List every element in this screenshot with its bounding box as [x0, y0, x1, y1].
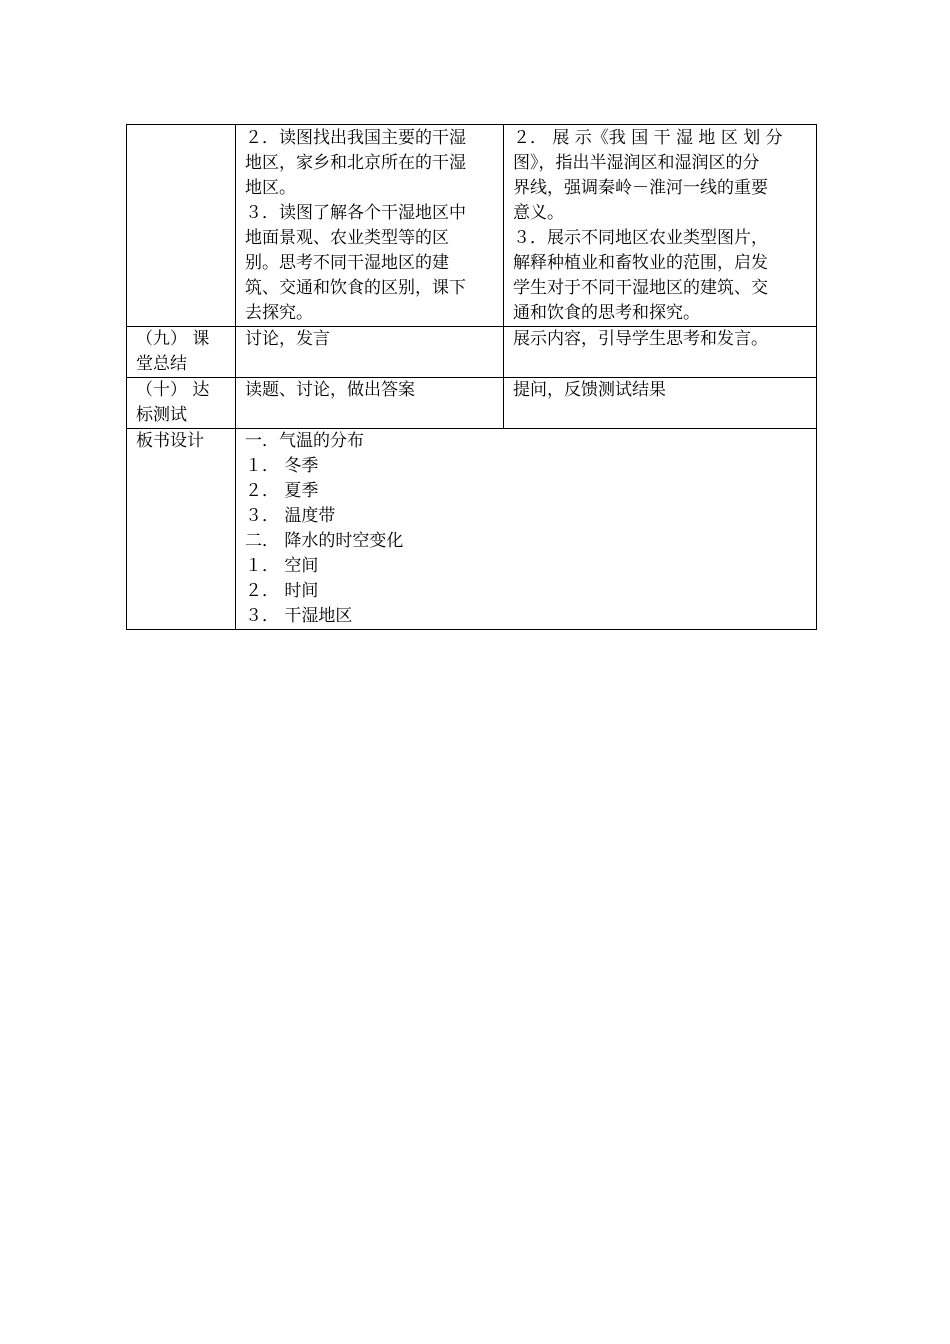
teacher-activity-line: 通和饮食的思考和探究。 [513, 303, 700, 323]
lesson-plan-table [126, 124, 817, 630]
row-label-empty [127, 125, 236, 327]
student-activity-line: 去探究。 [245, 303, 313, 323]
row-label-line: （十） 达 [136, 380, 210, 400]
row-label-board-design [127, 429, 236, 630]
board-outline-line: 一．气温的分布 [245, 431, 364, 451]
student-activity-cell [236, 125, 504, 327]
student-activity-cell [236, 327, 504, 378]
table-row-class-summary [127, 327, 817, 378]
student-activity-line: ２．读图找出我国主要的干湿 [245, 128, 466, 148]
teacher-activity-cell [504, 125, 817, 327]
row-label-line: 标测试 [136, 405, 187, 425]
teacher-activity-text: 提问，反馈测试结果 [513, 380, 666, 400]
teacher-activity-line: ２． 展 示《我 国 干 湿 地 区 划 分 [513, 128, 783, 148]
row-label-class-summary [127, 327, 236, 378]
teacher-activity-line: 意义。 [513, 203, 564, 223]
row-label-standard-test [127, 378, 236, 429]
board-outline-line: ３． 干湿地区 [245, 606, 353, 626]
table-row-reading-activities [127, 125, 817, 327]
row-label-line: 板书设计 [136, 431, 204, 451]
board-outline-line: １． 冬季 [245, 456, 319, 476]
row-label-line: 堂总结 [136, 354, 187, 374]
table-row-standard-test [127, 378, 817, 429]
student-activity-text: 读题、讨论，做出答案 [245, 380, 415, 400]
student-activity-line: 地区。 [245, 178, 296, 198]
teacher-activity-text: 展示内容，引导学生思考和发言。 [513, 329, 768, 349]
teacher-activity-cell [504, 378, 817, 429]
teacher-activity-line: 解释种植业和畜牧业的范围，启发 [513, 253, 768, 273]
student-activity-line: 地区，家乡和北京所在的干湿 [245, 153, 466, 173]
board-outline-line: １． 空间 [245, 556, 319, 576]
board-outline-line: 二． 降水的时空变化 [245, 531, 404, 551]
teacher-activity-cell [504, 327, 817, 378]
board-outline-line: ３． 温度带 [245, 506, 336, 526]
student-activity-cell [236, 378, 504, 429]
table-row-board-design [127, 429, 817, 630]
board-outline-line: ２． 夏季 [245, 481, 319, 501]
teacher-activity-line: 图》，指出半湿润区和湿润区的分 [513, 153, 760, 173]
teacher-activity-line: 学生对于不同干湿地区的建筑、交 [513, 278, 768, 298]
teacher-activity-line: 界线，强调秦岭－淮河一线的重要 [513, 178, 768, 198]
student-activity-line: 筑、交通和饮食的区别，课下 [245, 278, 466, 298]
board-design-cell [236, 429, 817, 630]
student-activity-line: ３．读图了解各个干湿地区中 [245, 203, 466, 223]
student-activity-line: 地面景观、农业类型等的区 [245, 228, 449, 248]
student-activity-line: 别。思考不同干湿地区的建 [245, 253, 449, 273]
teacher-activity-line: ３．展示不同地区农业类型图片， [513, 228, 768, 248]
row-label-line: （九） 课 [136, 329, 210, 349]
board-outline-line: ２． 时间 [245, 581, 319, 601]
student-activity-text: 讨论，发言 [245, 329, 330, 349]
